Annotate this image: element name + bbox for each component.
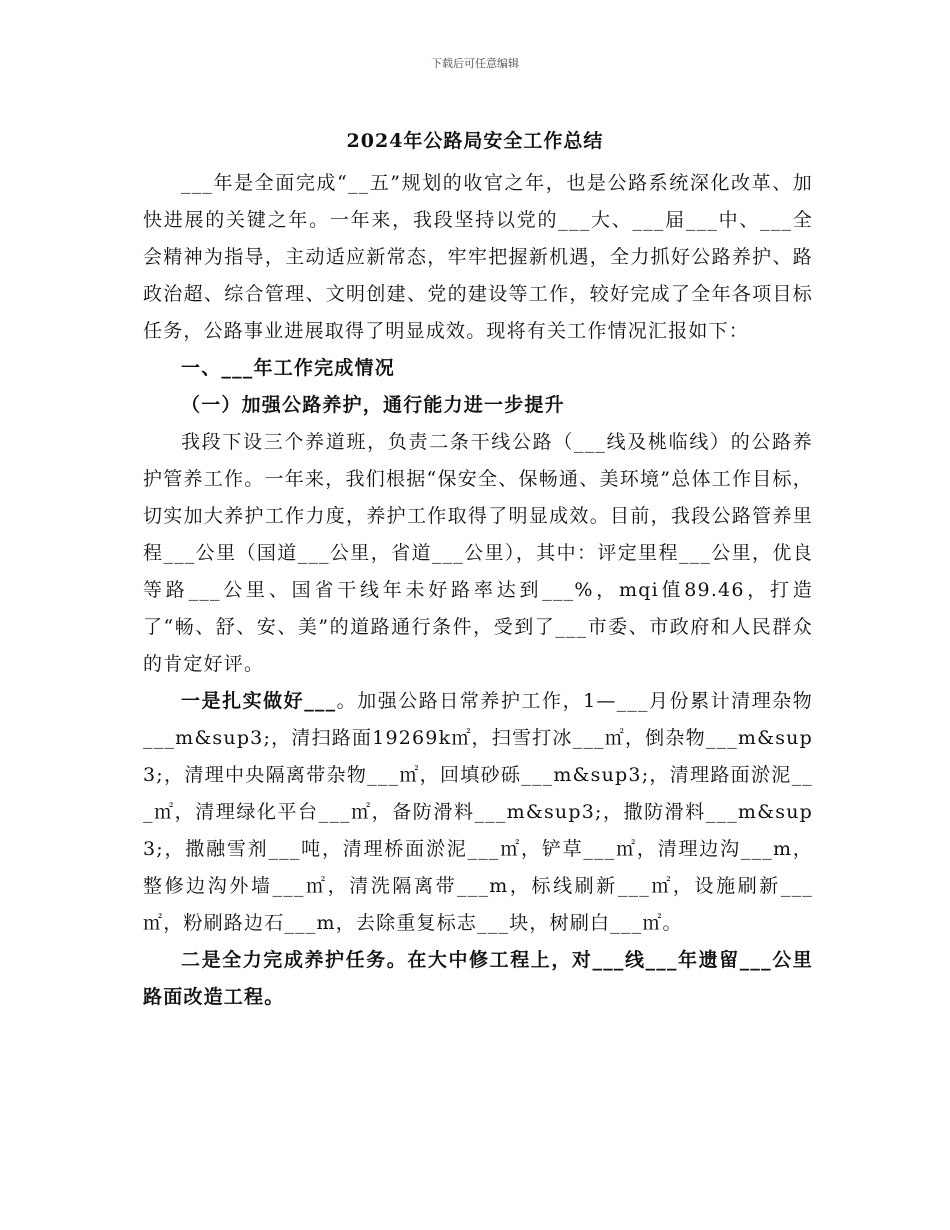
maintenance-paragraph: 我段下设三个养道班，负责二条干线公路（___线及桃临线）的公路养护管养工作。一年来，我们根据“保安全、保畅通、美环境”总体工作目标，切实加大养护工作力度，养护工作取得了明显成效。目前，我段公路管养里程___公里（国道___公里，省道___公里），其中：评定里程___公里，优良等路___公里、国省干线年未好路率达到___%，mqi值89.46，打造了“畅、舒、安、美”的道路通行条件，受到了___市委、市政府和人民群众的肯定好评。 bbox=[143, 431, 813, 675]
daily-maintenance-paragraph bbox=[143, 683, 813, 942]
subsection-heading: （一）加强公路养护，通行能力进一步提升 bbox=[181, 394, 565, 416]
document-title: 2024年公路局安全工作总结 bbox=[346, 130, 604, 152]
intro-paragraph: ___年是全面完成“__五”规划的收官之年，也是公路系统深化改革、加快进展的关键之年。一年来，我段坚持以党的___大、___届___中、___全会精神为指导，主动适应新常态，牢牢把握新机遇，全力抓好公路养护、路政治超、综合管理、文明创建、党的建设等工作，较好完成了全年各项目标任务，公路事业进展取得了明显成效。现将有关工作情况汇报如下： bbox=[143, 172, 813, 342]
section-heading: 一、___年工作完成情况 bbox=[181, 357, 395, 379]
document-body bbox=[143, 165, 813, 1016]
major-repair-paragraph: 二是全力完成养护任务。在大中修工程上，对___线___年遗留___公里路面改造工程。 bbox=[143, 949, 813, 1008]
paragraph-text: 。加强公路日常养护工作，1—___月份累计清理杂物___m&sup3;，清扫路面19269k㎡，扫雪打冰___㎡，倒杂物___m&sup3;，清理中央隔离带杂物___㎡，回填砂砾___m&sup3;，清理路面淤泥___㎡，清理绿化平台___㎡，备防滑料___m&sup3;，撒防滑料___m&sup3;，撒融雪剂___吨，清理桥面淤泥___㎡，铲草___㎡，清理边沟___m，整修边沟外墙___㎡，清洗隔离带___m，标线刷新___㎡，设施刷新___㎡，粉刷路边石___m，去除重复标志___块，树刷白___㎡。 bbox=[143, 690, 813, 934]
paragraph-lead: 一是扎实做好___ bbox=[181, 690, 337, 712]
header-note: 下载后可任意编辑 bbox=[431, 57, 519, 70]
